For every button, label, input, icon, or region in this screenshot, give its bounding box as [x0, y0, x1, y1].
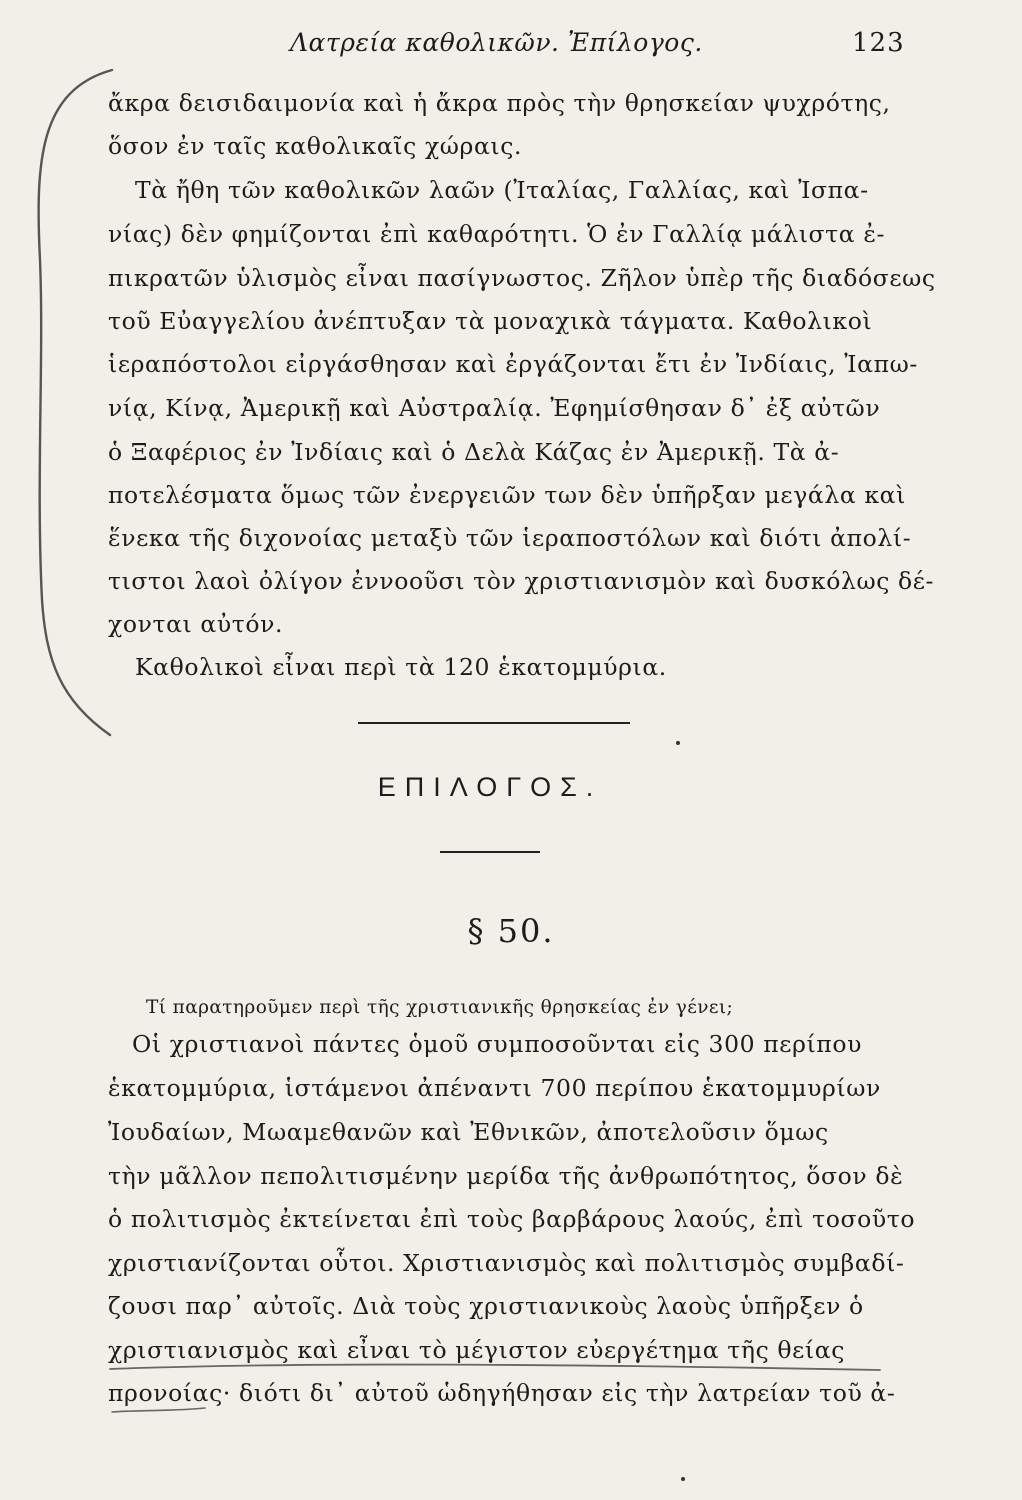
page-number: 123 [852, 28, 905, 58]
text-line: Τὰ ἤθη τῶν καθολικῶν λαῶν (Ἰταλίας, Γαλλίας, καὶ Ἰσπα- [135, 176, 869, 204]
ink-speck [681, 1477, 685, 1481]
text-line: ὅσον ἐν ταῖς καθολικαῖς χώραις. [108, 132, 523, 160]
text-line: πικρατῶν ὑλισμὸς εἶναι πασίγνωστος. Ζῆλον ὑπὲρ τῆς διαδόσεως [108, 264, 936, 292]
text-line: Καθολικοὶ εἶναι περὶ τὰ 120 ἑκατομμύρια. [135, 653, 667, 681]
text-line: ζουσι παρ᾽ αὐτοῖς. Διὰ τοὺς χριστιανικοὺς λαοὺς ὑπῆρξεν ὁ [108, 1292, 864, 1320]
text-line: χριστιανίζονται οὗτοι. Χριστιανισμὸς καὶ πολιτισμὸς συμβαδί- [108, 1249, 905, 1277]
text-line: νίᾳ, Κίνᾳ, Ἀμερικῇ καὶ Αὐστραλίᾳ. Ἐφημίσθησαν δ᾽ ἐξ αὐτῶν [108, 394, 881, 422]
text-line: τὴν μᾶλλον πεπολιτισμένην μερίδα τῆς ἀνθρωπότητος, ὅσον δὲ [108, 1162, 904, 1190]
text-line: ἱεραπόστολοι εἰργάσθησαν καὶ ἐργάζονται ἔτι ἐν Ἰνδίαις, Ἰαπω- [108, 350, 918, 378]
text-line: ἑκατομμύρια, ἱστάμενοι ἀπέναντι 700 περίπου ἑκατομμυρίων [108, 1074, 881, 1102]
text-line: Ἰουδαίων, Μωαμεθανῶν καὶ Ἐθνικῶν, ἀποτελοῦσιν ὅμως [108, 1118, 829, 1146]
section-question: Τί παρατηροῦμεν περὶ τῆς χριστιανικῆς θρησκείας ἐν γένει; [146, 997, 734, 1018]
text-line: χονται αὐτόν. [108, 610, 284, 638]
running-title: Λατρεία καθολικῶν. Ἐπίλογος. [290, 28, 703, 57]
text-line: νίας) δὲν φημίζονται ἐπὶ καθαρότητι. Ὁ ἐν Γαλλίᾳ μάλιστα ἐ- [108, 220, 886, 248]
text-line: προνοίας· διότι δι᾽ αὐτοῦ ὡδηγήθησαν εἰς τὴν λατρείαν τοῦ ἀ- [108, 1379, 896, 1407]
text-line: τιστοι λαοὶ ὀλίγον ἐννοοῦσι τὸν χριστιανισμὸν καὶ δυσκόλως δέ- [108, 567, 935, 595]
text-line: Οἱ χριστιανοὶ πάντες ὁμοῦ συμποσοῦνται εἰς 300 περίπου [132, 1030, 862, 1058]
text-line: ποτελέσματα ὅμως τῶν ἐνεργειῶν των δὲν ὑπῆρξαν μεγάλα καὶ [108, 481, 906, 509]
text-line: ὁ Ξαφέριος ἐν Ἰνδίαις καὶ ὁ Δελὰ Κάζας ἐν Ἀμερικῇ. Τὰ ἀ- [108, 438, 840, 466]
text-line: τοῦ Εὐαγγελίου ἀνέπτυξαν τὰ μοναχικὰ τάγματα. Καθολικοὶ [108, 307, 873, 335]
text-line: ἕνεκα τῆς διχονοίας μεταξὺ τῶν ἱεραποστόλων καὶ διότι ἀπολί- [108, 524, 912, 552]
text-line: ὁ πολιτισμὸς ἐκτείνεται ἐπὶ τοὺς βαρβάρους λαούς, ἐπὶ τοσοῦτο [108, 1205, 916, 1233]
text-line: χριστιανισμὸς καὶ εἶναι τὸ μέγιστον εὐεργέτημα τῆς θείας [108, 1336, 845, 1364]
section-heading: ΕΠΙΛΟΓΟΣ. [377, 772, 603, 802]
text-line: ἄκρα δεισιδαιμονία καὶ ἡ ἄκρα πρὸς τὴν θρησκείαν ψυχρότης, [108, 89, 891, 117]
section-number: § 50. [467, 912, 555, 950]
